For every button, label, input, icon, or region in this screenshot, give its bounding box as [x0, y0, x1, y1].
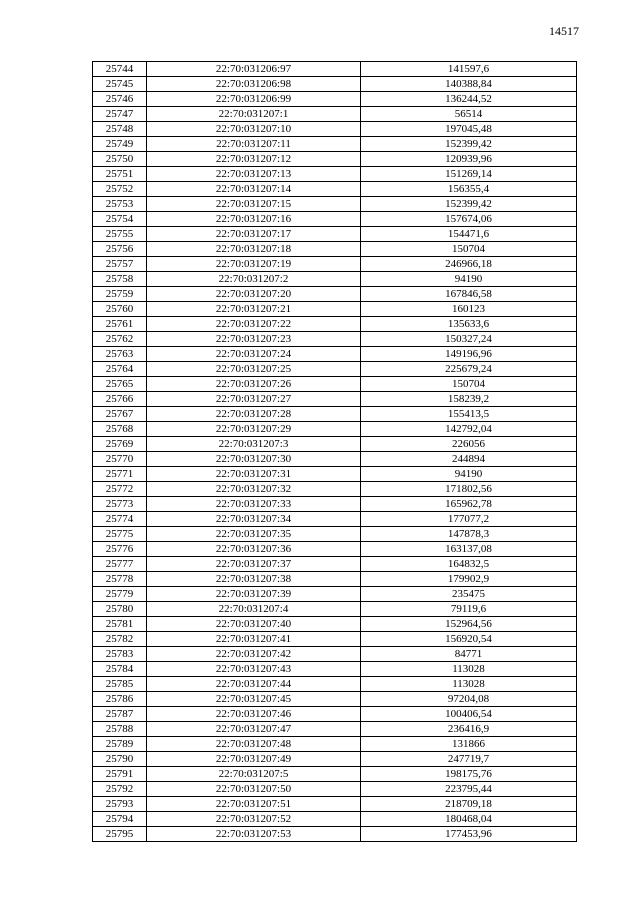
cadastral-number-cell: 22:70:031206:99: [147, 92, 361, 107]
cadastral-value-cell: 140388,84: [361, 77, 577, 92]
cadastral-number-cell: 22:70:031207:33: [147, 497, 361, 512]
row-number-cell: 25750: [93, 152, 147, 167]
table-row: [93, 287, 577, 302]
table-row: [93, 767, 577, 782]
table-row: [93, 647, 577, 662]
cadastral-number-cell: 22:70:031207:25: [147, 362, 361, 377]
row-number-cell: 25784: [93, 662, 147, 677]
row-number-cell: 25792: [93, 782, 147, 797]
row-number-cell: 25794: [93, 812, 147, 827]
cadastral-number-cell: 22:70:031207:45: [147, 692, 361, 707]
table-row: [93, 737, 577, 752]
row-number-cell: 25755: [93, 227, 147, 242]
cadastral-number-cell: 22:70:031207:23: [147, 332, 361, 347]
cadastral-value-cell: 235475: [361, 587, 577, 602]
row-number-cell: 25782: [93, 632, 147, 647]
row-number-cell: 25763: [93, 347, 147, 362]
table-body: [93, 62, 577, 842]
cadastral-number-cell: 22:70:031207:48: [147, 737, 361, 752]
cadastral-number-cell: 22:70:031207:5: [147, 767, 361, 782]
cadastral-number-cell: 22:70:031207:26: [147, 377, 361, 392]
row-number-cell: 25773: [93, 497, 147, 512]
cadastral-number-cell: 22:70:031206:98: [147, 77, 361, 92]
row-number-cell: 25764: [93, 362, 147, 377]
table-row: [93, 752, 577, 767]
row-number-cell: 25774: [93, 512, 147, 527]
cadastral-number-cell: 22:70:031207:22: [147, 317, 361, 332]
cadastral-value-cell: 167846,58: [361, 287, 577, 302]
table-row: [93, 467, 577, 482]
table-row: [93, 272, 577, 287]
cadastral-value-cell: 171802,56: [361, 482, 577, 497]
table-row: [93, 572, 577, 587]
table-row: [93, 707, 577, 722]
table-row: [93, 677, 577, 692]
cadastral-number-cell: 22:70:031207:27: [147, 392, 361, 407]
cadastral-value-cell: 226056: [361, 437, 577, 452]
table-row: [93, 437, 577, 452]
cadastral-value-cell: 152964,56: [361, 617, 577, 632]
cadastral-number-cell: 22:70:031207:37: [147, 557, 361, 572]
cadastral-value-cell: 141597,6: [361, 62, 577, 77]
row-number-cell: 25769: [93, 437, 147, 452]
table-row: [93, 722, 577, 737]
table-row: [93, 542, 577, 557]
row-number-cell: 25772: [93, 482, 147, 497]
row-number-cell: 25766: [93, 392, 147, 407]
row-number-cell: 25761: [93, 317, 147, 332]
cadastral-number-cell: 22:70:031207:38: [147, 572, 361, 587]
row-number-cell: 25789: [93, 737, 147, 752]
row-number-cell: 25778: [93, 572, 147, 587]
table-row: [93, 512, 577, 527]
cadastral-value-cell: 156920,54: [361, 632, 577, 647]
row-number-cell: 25790: [93, 752, 147, 767]
cadastral-number-cell: 22:70:031207:10: [147, 122, 361, 137]
cadastral-value-cell: 164832,5: [361, 557, 577, 572]
cadastral-number-cell: 22:70:031207:41: [147, 632, 361, 647]
cadastral-value-cell: 150327,24: [361, 332, 577, 347]
cadastral-value-table: [92, 61, 577, 842]
table-row: [93, 827, 577, 842]
cadastral-number-cell: 22:70:031207:2: [147, 272, 361, 287]
page-number: 14517: [549, 24, 579, 38]
row-number-cell: 25783: [93, 647, 147, 662]
row-number-cell: 25760: [93, 302, 147, 317]
table-row: [93, 77, 577, 92]
cadastral-number-cell: 22:70:031207:44: [147, 677, 361, 692]
row-number-cell: 25745: [93, 77, 147, 92]
cadastral-number-cell: 22:70:031207:1: [147, 107, 361, 122]
row-number-cell: 25758: [93, 272, 147, 287]
cadastral-number-cell: 22:70:031207:31: [147, 467, 361, 482]
table-row: [93, 137, 577, 152]
table-row: [93, 812, 577, 827]
row-number-cell: 25756: [93, 242, 147, 257]
cadastral-value-cell: 113028: [361, 677, 577, 692]
table-row: [93, 92, 577, 107]
row-number-cell: 25747: [93, 107, 147, 122]
cadastral-number-cell: 22:70:031207:32: [147, 482, 361, 497]
table-row: [93, 347, 577, 362]
cadastral-number-cell: 22:70:031207:12: [147, 152, 361, 167]
cadastral-value-cell: 142792,04: [361, 422, 577, 437]
table-row: [93, 392, 577, 407]
cadastral-value-cell: 179902,9: [361, 572, 577, 587]
cadastral-value-cell: 94190: [361, 272, 577, 287]
cadastral-number-cell: 22:70:031207:24: [147, 347, 361, 362]
cadastral-value-cell: 180468,04: [361, 812, 577, 827]
cadastral-value-cell: 94190: [361, 467, 577, 482]
row-number-cell: 25787: [93, 707, 147, 722]
row-number-cell: 25752: [93, 182, 147, 197]
cadastral-value-cell: 218709,18: [361, 797, 577, 812]
row-number-cell: 25780: [93, 602, 147, 617]
cadastral-value-cell: 160123: [361, 302, 577, 317]
cadastral-number-cell: 22:70:031207:52: [147, 812, 361, 827]
cadastral-value-cell: 84771: [361, 647, 577, 662]
row-number-cell: 25795: [93, 827, 147, 842]
cadastral-number-cell: 22:70:031207:49: [147, 752, 361, 767]
table-row: [93, 257, 577, 272]
cadastral-value-cell: 156355,4: [361, 182, 577, 197]
cadastral-value-cell: 149196,96: [361, 347, 577, 362]
table-row: [93, 482, 577, 497]
cadastral-value-cell: 79119,6: [361, 602, 577, 617]
table-row: [93, 452, 577, 467]
table-row: [93, 302, 577, 317]
cadastral-value-cell: 120939,96: [361, 152, 577, 167]
cadastral-value-cell: 136244,52: [361, 92, 577, 107]
row-number-cell: 25744: [93, 62, 147, 77]
cadastral-number-cell: 22:70:031207:51: [147, 797, 361, 812]
cadastral-number-cell: 22:70:031207:16: [147, 212, 361, 227]
cadastral-value-cell: 244894: [361, 452, 577, 467]
table-row: [93, 332, 577, 347]
cadastral-number-cell: 22:70:031207:30: [147, 452, 361, 467]
row-number-cell: 25776: [93, 542, 147, 557]
row-number-cell: 25775: [93, 527, 147, 542]
cadastral-number-cell: 22:70:031207:14: [147, 182, 361, 197]
table-row: [93, 62, 577, 77]
table-row: [93, 602, 577, 617]
cadastral-value-cell: 147878,3: [361, 527, 577, 542]
cadastral-value-cell: 135633,6: [361, 317, 577, 332]
cadastral-value-cell: 152399,42: [361, 197, 577, 212]
cadastral-number-cell: 22:70:031207:13: [147, 167, 361, 182]
row-number-cell: 25754: [93, 212, 147, 227]
cadastral-value-cell: 165962,78: [361, 497, 577, 512]
row-number-cell: 25768: [93, 422, 147, 437]
table-row: [93, 422, 577, 437]
row-number-cell: 25753: [93, 197, 147, 212]
table-row: [93, 212, 577, 227]
cadastral-number-cell: 22:70:031207:20: [147, 287, 361, 302]
cadastral-number-cell: 22:70:031207:43: [147, 662, 361, 677]
row-number-cell: 25748: [93, 122, 147, 137]
cadastral-value-cell: 100406,54: [361, 707, 577, 722]
cadastral-number-cell: 22:70:031207:21: [147, 302, 361, 317]
row-number-cell: 25793: [93, 797, 147, 812]
cadastral-value-cell: 151269,14: [361, 167, 577, 182]
cadastral-value-cell: 247719,7: [361, 752, 577, 767]
table-row: [93, 782, 577, 797]
cadastral-number-cell: 22:70:031207:34: [147, 512, 361, 527]
row-number-cell: 25788: [93, 722, 147, 737]
cadastral-number-cell: 22:70:031207:53: [147, 827, 361, 842]
table-row: [93, 527, 577, 542]
cadastral-value-cell: 236416,9: [361, 722, 577, 737]
row-number-cell: 25786: [93, 692, 147, 707]
cadastral-number-cell: 22:70:031207:47: [147, 722, 361, 737]
cadastral-value-cell: 223795,44: [361, 782, 577, 797]
cadastral-value-cell: 225679,24: [361, 362, 577, 377]
cadastral-number-cell: 22:70:031207:39: [147, 587, 361, 602]
row-number-cell: 25759: [93, 287, 147, 302]
table-row: [93, 182, 577, 197]
cadastral-number-cell: 22:70:031207:42: [147, 647, 361, 662]
row-number-cell: 25777: [93, 557, 147, 572]
table-row: [93, 362, 577, 377]
table-row: [93, 797, 577, 812]
table-row: [93, 632, 577, 647]
table-row: [93, 497, 577, 512]
cadastral-number-cell: 22:70:031207:36: [147, 542, 361, 557]
row-number-cell: 25785: [93, 677, 147, 692]
row-number-cell: 25762: [93, 332, 147, 347]
cadastral-number-cell: 22:70:031207:18: [147, 242, 361, 257]
cadastral-value-cell: 150704: [361, 377, 577, 392]
cadastral-value-cell: 150704: [361, 242, 577, 257]
table-row: [93, 107, 577, 122]
cadastral-number-cell: 22:70:031207:15: [147, 197, 361, 212]
cadastral-value-cell: 154471,6: [361, 227, 577, 242]
table-row: [93, 662, 577, 677]
row-number-cell: 25757: [93, 257, 147, 272]
table-row: [93, 152, 577, 167]
table-row: [93, 167, 577, 182]
table-row: [93, 692, 577, 707]
cadastral-value-cell: 246966,18: [361, 257, 577, 272]
row-number-cell: 25765: [93, 377, 147, 392]
row-number-cell: 25771: [93, 467, 147, 482]
cadastral-value-cell: 177077,2: [361, 512, 577, 527]
row-number-cell: 25767: [93, 407, 147, 422]
cadastral-value-cell: 131866: [361, 737, 577, 752]
cadastral-number-cell: 22:70:031207:17: [147, 227, 361, 242]
cadastral-number-cell: 22:70:031207:35: [147, 527, 361, 542]
cadastral-number-cell: 22:70:031207:46: [147, 707, 361, 722]
cadastral-value-cell: 157674,06: [361, 212, 577, 227]
row-number-cell: 25791: [93, 767, 147, 782]
cadastral-number-cell: 22:70:031206:97: [147, 62, 361, 77]
cadastral-number-cell: 22:70:031207:40: [147, 617, 361, 632]
row-number-cell: 25751: [93, 167, 147, 182]
table-row: [93, 587, 577, 602]
cadastral-value-cell: 177453,96: [361, 827, 577, 842]
cadastral-number-cell: 22:70:031207:3: [147, 437, 361, 452]
cadastral-value-cell: 56514: [361, 107, 577, 122]
table-row: [93, 617, 577, 632]
table-row: [93, 317, 577, 332]
table-row: [93, 407, 577, 422]
cadastral-value-cell: 113028: [361, 662, 577, 677]
row-number-cell: 25746: [93, 92, 147, 107]
cadastral-value-cell: 198175,76: [361, 767, 577, 782]
row-number-cell: 25779: [93, 587, 147, 602]
cadastral-value-cell: 155413,5: [361, 407, 577, 422]
row-number-cell: 25770: [93, 452, 147, 467]
row-number-cell: 25781: [93, 617, 147, 632]
cadastral-number-cell: 22:70:031207:11: [147, 137, 361, 152]
cadastral-value-cell: 97204,08: [361, 692, 577, 707]
table-row: [93, 227, 577, 242]
cadastral-value-cell: 158239,2: [361, 392, 577, 407]
table-row: [93, 242, 577, 257]
table-row: [93, 122, 577, 137]
cadastral-value-cell: 197045,48: [361, 122, 577, 137]
cadastral-number-cell: 22:70:031207:28: [147, 407, 361, 422]
table-row: [93, 197, 577, 212]
cadastral-number-cell: 22:70:031207:19: [147, 257, 361, 272]
cadastral-number-cell: 22:70:031207:4: [147, 602, 361, 617]
table-row: [93, 377, 577, 392]
cadastral-number-cell: 22:70:031207:50: [147, 782, 361, 797]
cadastral-value-cell: 152399,42: [361, 137, 577, 152]
table-row: [93, 557, 577, 572]
row-number-cell: 25749: [93, 137, 147, 152]
cadastral-number-cell: 22:70:031207:29: [147, 422, 361, 437]
cadastral-value-cell: 163137,08: [361, 542, 577, 557]
